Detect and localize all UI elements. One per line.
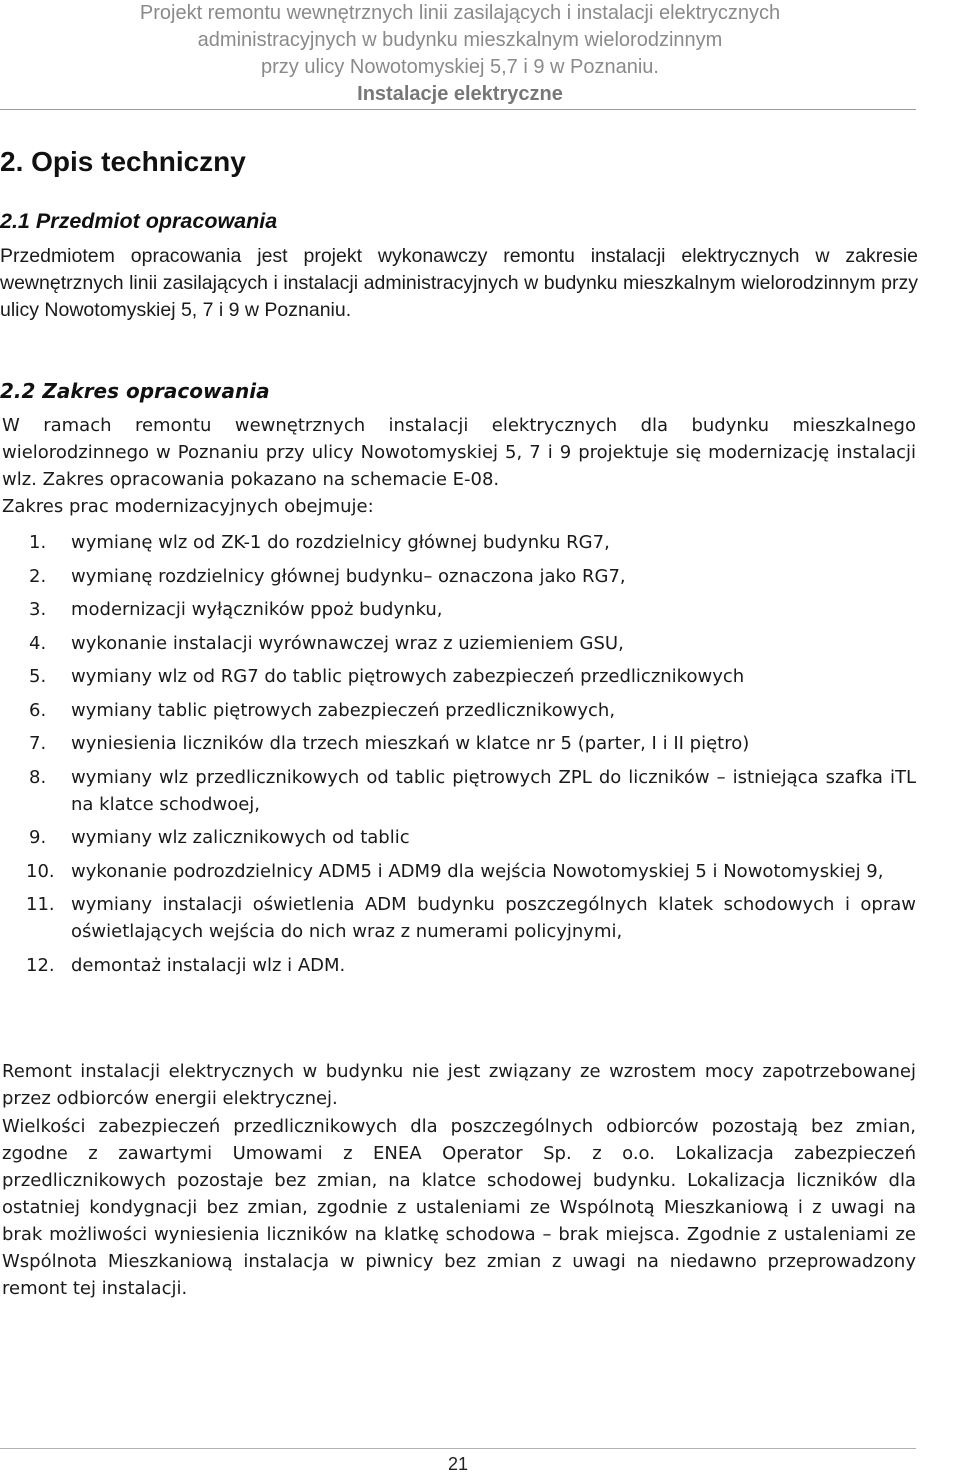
scope-lead-in: Zakres prac modernizacyjnych obejmuje: (2, 496, 374, 517)
list-item: 4. wykonanie instalacji wyrównawczej wraz z uziemieniem GSU, (29, 632, 624, 654)
list-item: 11. wymiany instalacji oświetlenia ADM budynku poszczególnych klatek schodowych i opraw oświetlających wejścia do nich wraz z numerami policyjnymi, (26, 894, 916, 942)
footer-divider (0, 1448, 916, 1449)
closing-paragraph-2: Wielkości zabezpieczeń przedlicznikowych dla poszczególnych odbiorców pozostają bez zmian, zgodne z zawartymi Umowami z ENEA Operator Sp. z o.o. Lokalizacja zabezpieczeń przedlicznikowych pozostaje bez zmian, na klatce schodowej budynku. Lokalizacja liczników dla ostatniej kondygnacji bez zmian, zgodnie z ustaleniami ze Wspólnotą Mieszkaniową i z uwagi na brak możliwości wyniesienia liczników na klatkę schodowa – brak miejsca. Zgodnie z ustaleniami ze Wspólnota Mieszkaniową instalacja w piwnicy bez zmian z uwagi na niedawno przeprowadzony remont tej instalacji. (2, 1116, 916, 1299)
subsection-title-2-2: 2.2 Zakres opracowania (0, 379, 270, 403)
subsection-title-2-1: 2.1 Przedmiot opracowania (0, 209, 278, 233)
scope-list (2, 529, 916, 985)
list-item: 7. wyniesienia liczników dla trzech mieszkań w klatce nr 5 (parter, I i II piętro) (29, 733, 750, 754)
list-item: 9. wymiany wlz zalicznikowych od tablic (29, 827, 410, 848)
header-line-1: Projekt remontu wewnętrznych linii zasilających i instalacji elektrycznych (139, 2, 781, 24)
list-item: 6. wymiany tablic piętrowych zabezpieczeń przedlicznikowych, (29, 699, 616, 721)
list-item: 5. wymiany wlz od RG7 do tablic piętrowych zabezpieczeń przedlicznikowych (29, 666, 745, 687)
header-divider (0, 109, 916, 110)
closing-paragraph-1: Remont instalacji elektrycznych w budynku nie jest związany ze wzrostem mocy zapotrzebowanej przez odbiorców energii elektrycznej. (2, 1061, 916, 1109)
header-line-2: administracyjnych w budynku mieszkalnym wielorodzinnym (197, 29, 723, 51)
subsection-2-2-intro (2, 412, 916, 520)
section-title: 2. Opis techniczny (0, 146, 246, 177)
list-item: 8. wymiany wlz przedlicznikowych od tablic piętrowych ZPL do liczników – istniejąca szafka iTL na klatce schodwoej, (29, 766, 916, 815)
page-number: 21 (447, 1454, 469, 1474)
subsection-2-2-paragraph: W ramach remontu wewnętrznych instalacji elektrycznych dla budynku mieszkalnego wielorodzinnego w Poznaniu przy ulicy Nowotomyskiej 5, 7 i 9 projektuje się modernizację instalacji wlz. Zakres opracowania pokazano na schemacie E-08. (2, 415, 916, 490)
list-item: 2. wymianę rozdzielnicy głównej budynku– oznaczona jako RG7, (29, 565, 626, 587)
header-line-3: przy ulicy Nowotomyskiej 5,7 i 9 w Poznaniu. (261, 56, 659, 78)
list-item: 10. wykonanie podrozdzielnicy ADM5 i ADM9 dla wejścia Nowotomyskiej 5 i Nowotomyskiej 9, (26, 860, 884, 882)
page-header (0, 0, 920, 108)
header-line-4: Instalacje elektryczne (357, 83, 563, 105)
subsection-2-1-paragraph: Przedmiotem opracowania jest projekt wykonawczy remontu instalacji elektrycznych w zakresie wewnętrznych linii zasilających i instalacji administracyjnych w budynku mieszkalnym wielorodzinnym przy ulicy Nowotomyskiej 5, 7 i 9 w Poznaniu. (0, 245, 918, 321)
list-item: 1. wymianę wlz od ZK-1 do rozdzielnicy głównej budynku RG7, (29, 532, 610, 553)
list-item: 12. demontaż instalacji wlz i ADM. (26, 954, 346, 976)
list-item: 3. modernizacji wyłączników ppoż budynku, (29, 599, 443, 620)
